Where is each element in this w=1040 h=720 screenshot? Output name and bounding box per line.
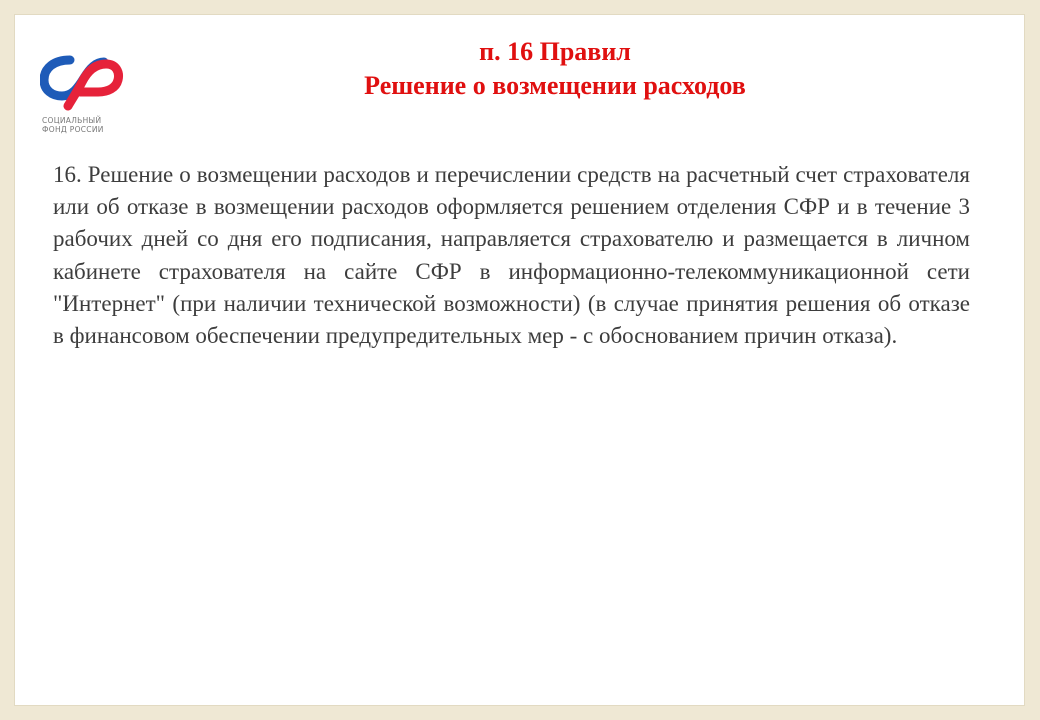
logo-caption-line1: СОЦИАЛЬНЫЙ [42,116,102,125]
title-line1: п. 16 Правил [479,37,631,66]
title-line2: Решение о возмещении расходов [364,71,746,100]
sfr-logo-icon [40,50,124,112]
rule-paragraph: 16. Решение о возмещении расходов и перечислении средств на расчетный счет страхователя или об отказе в возмещении расходов оформляется решением отделения СФР и в течение 3 рабочих дней со дня его подписания, направляется страхователю и размещается в личном кабинете страхователя на сайте СФР в информационно-телекоммуникационной сети "Интернет" (при наличии технической возможности) (в случае принятия решения об отказе в финансовом обеспечении предупредительных мер - с обоснованием причин отказа). [53,162,970,349]
sfr-logo [40,50,140,145]
logo-caption [42,116,104,134]
page-title [165,35,945,103]
slide [14,14,1025,706]
logo-caption-line2: ФОНД РОССИИ [42,125,104,134]
